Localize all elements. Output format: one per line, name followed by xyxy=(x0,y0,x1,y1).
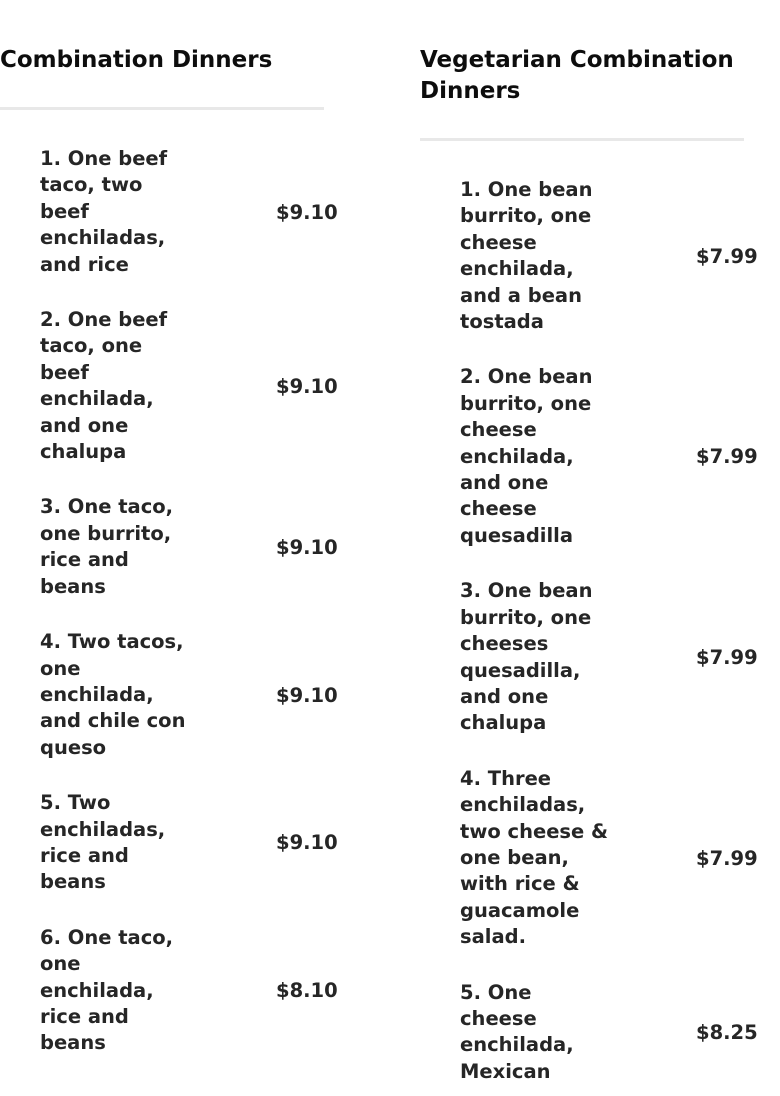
menu-item xyxy=(0,494,340,600)
menu-item xyxy=(420,980,780,1086)
menu-item xyxy=(0,925,340,1057)
item-price: $8.25 xyxy=(696,1020,758,1044)
vegetarian-combination-dinners-section xyxy=(420,45,780,1096)
item-price: $7.99 xyxy=(696,846,758,870)
menu-item xyxy=(0,146,340,278)
section-title: Vegetarian Combination Dinners xyxy=(420,47,734,104)
item-price: $9.10 xyxy=(276,200,338,224)
vegetarian-item-list xyxy=(420,177,780,1085)
item-description: 2. One bean burrito, one cheese enchilada, and one cheese quesadilla xyxy=(460,365,593,547)
section-divider xyxy=(420,138,744,141)
item-price: $7.99 xyxy=(696,445,758,469)
menu-item xyxy=(420,578,780,736)
combination-dinners-section xyxy=(0,45,340,1086)
item-price: $9.10 xyxy=(276,683,338,707)
menu-item xyxy=(0,629,340,761)
menu-item xyxy=(420,364,780,549)
item-price: $9.10 xyxy=(276,831,338,855)
menu-item xyxy=(0,307,340,465)
item-description: 1. One bean burrito, one cheese enchilada, and a bean tostada xyxy=(460,178,593,334)
item-price: $7.99 xyxy=(696,244,758,268)
item-description: 4. Three enchiladas, two cheese & one bean, with rice & guacamole salad. xyxy=(460,766,609,949)
item-price: $7.99 xyxy=(696,646,758,669)
item-description: 2. One beef taco, one beef enchilada, and one chalupa xyxy=(40,308,168,464)
section-title: Combination Dinners xyxy=(0,47,273,73)
item-description: 3. One taco, one burrito, rice and beans xyxy=(40,495,174,598)
item-description: 5. One cheese enchilada, Mexican xyxy=(460,980,574,1083)
section-divider xyxy=(0,107,324,110)
combination-item-list xyxy=(0,146,340,1057)
item-description: 3. One bean burrito, one cheeses quesadilla, and one chalupa xyxy=(460,579,593,735)
menu-item xyxy=(0,790,340,896)
menu-item xyxy=(420,177,780,335)
item-description: 4. Two tacos, one enchilada, and chile con queso xyxy=(40,630,186,759)
item-description: 1. One beef taco, two beef enchiladas, and rice xyxy=(40,147,168,276)
menu-item xyxy=(420,766,780,951)
item-price: $8.10 xyxy=(276,979,338,1003)
item-price: $9.10 xyxy=(276,535,338,559)
item-price: $9.10 xyxy=(276,374,338,398)
item-description: 5. Two enchiladas, rice and beans xyxy=(40,791,166,894)
item-description: 6. One taco, one enchilada, rice and beans xyxy=(40,925,174,1055)
